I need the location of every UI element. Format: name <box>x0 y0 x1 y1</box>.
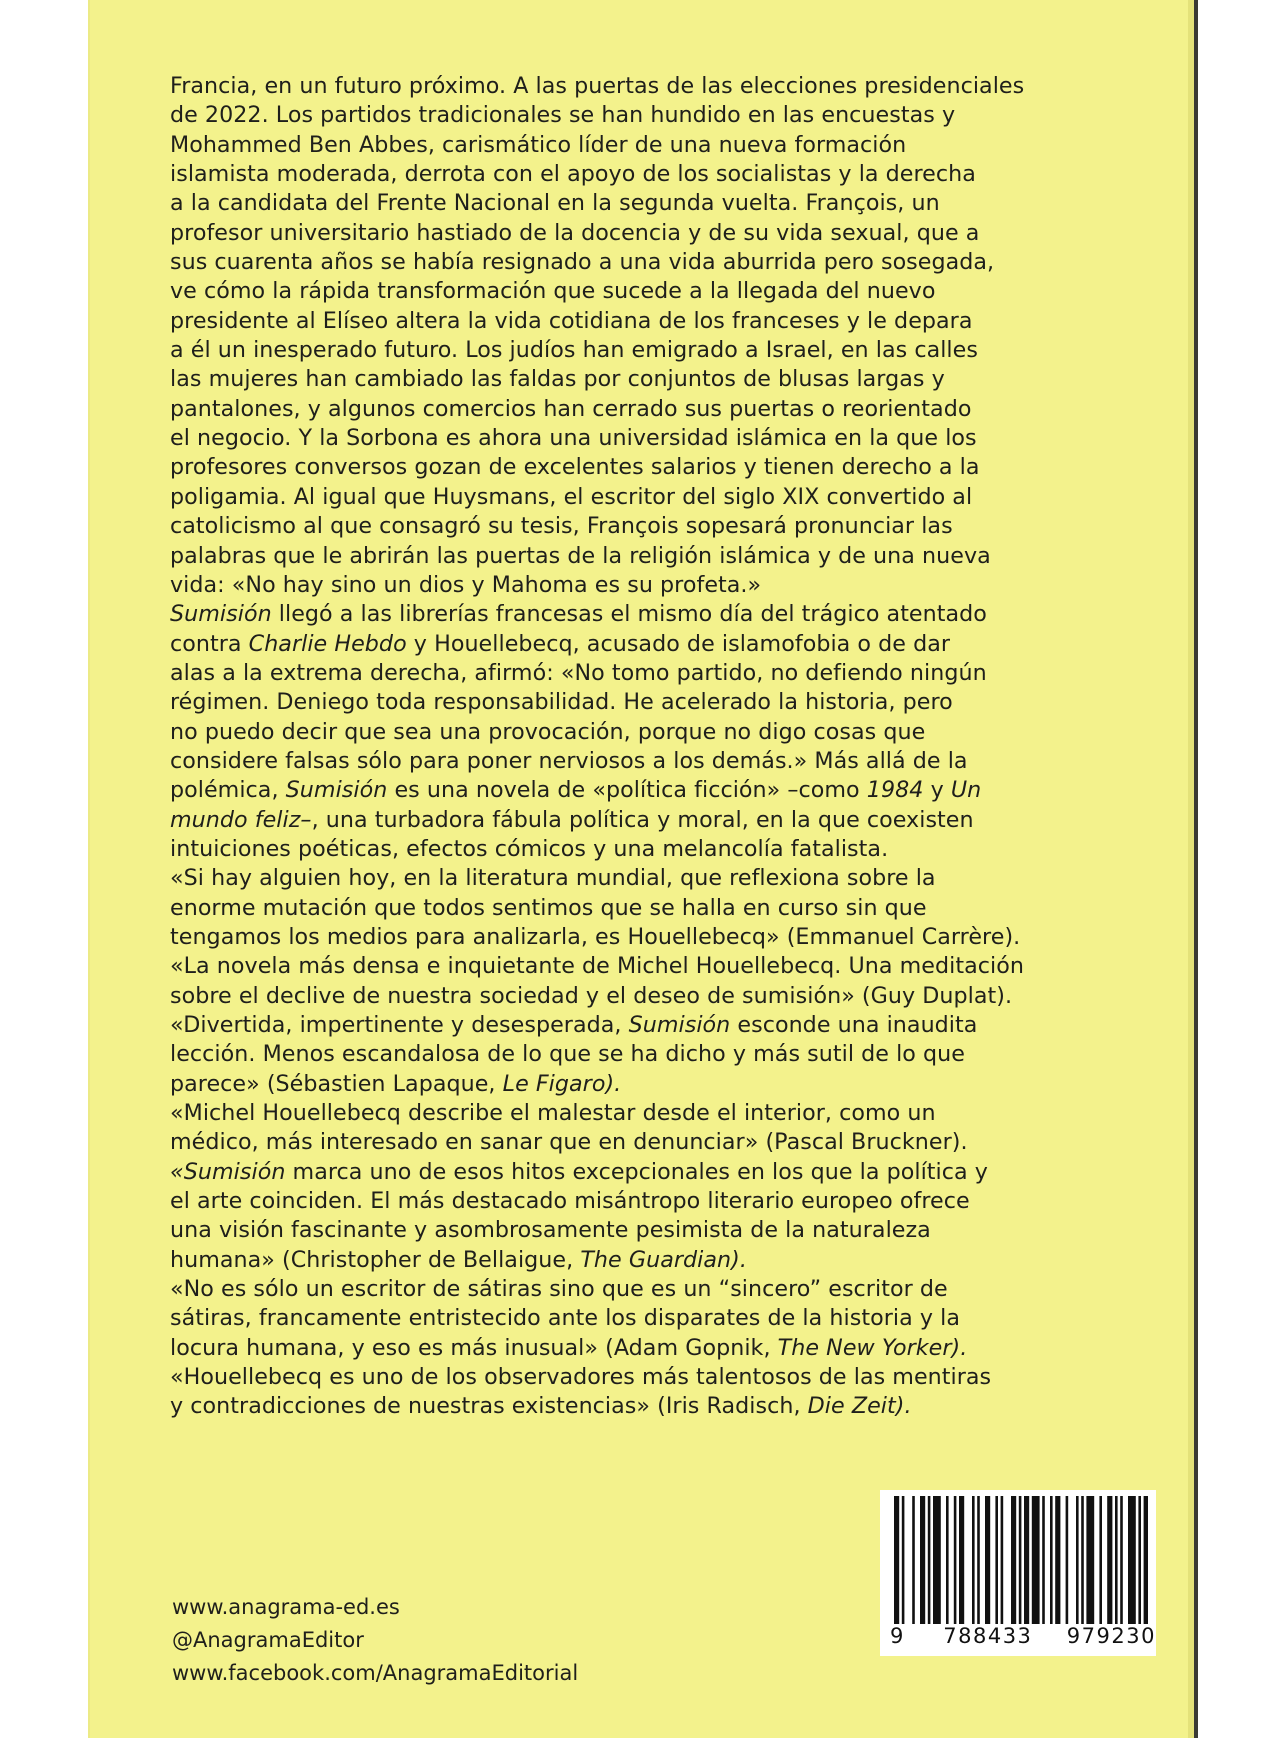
barcode-bar <box>1086 1496 1094 1624</box>
blurb-line <box>170 277 1100 306</box>
blurb-text: vida: «No hay sino un dios y Mahoma es su profeta.» <box>170 571 762 598</box>
blurb-text: pantalones, y algunos comercios han cerrado sus puertas o reorientado <box>170 395 972 422</box>
blurb-line <box>170 1304 1100 1333</box>
blurb-text: y Houellebecq, acusado de islamofobia o de dar <box>406 630 951 657</box>
blurb-line <box>170 1158 1100 1187</box>
barcode-bar <box>1128 1496 1136 1624</box>
blurb-text: enorme mutación que todos sentimos que se halla en curso sin que <box>170 894 927 921</box>
barcode-bar <box>928 1496 931 1624</box>
barcode-bar <box>1144 1496 1148 1624</box>
barcode-bar <box>1120 1496 1123 1624</box>
barcode-bar <box>1011 1496 1016 1624</box>
barcode-bar <box>902 1496 905 1624</box>
blurb-line <box>170 835 1100 864</box>
blurb-text: parece» (Sébastien Lapaque, <box>170 1070 503 1097</box>
blurb-line <box>170 982 1100 1011</box>
blurb-text: «La novela más densa e inquietante de Michel Houellebecq. Una meditación <box>170 953 1024 980</box>
blurb-line <box>170 864 1100 893</box>
blurb-text: presidente al Elíseo altera la vida cotidiana de los franceses y le depara <box>170 307 973 334</box>
blurb-text: el arte coinciden. El más destacado misántropo literario europeo ofrece <box>170 1188 970 1215</box>
blurb-line <box>170 219 1100 248</box>
blurb-line <box>170 248 1100 277</box>
blurb-line <box>170 1128 1100 1157</box>
italic-title: Un <box>950 777 982 804</box>
blurb-line <box>170 72 1100 101</box>
italic-title: Sumisión <box>170 601 272 628</box>
barcode-bar <box>1107 1496 1112 1624</box>
blurb-text: no puedo decir que sea una provocación, porque no digo cosas que <box>170 718 926 745</box>
italic-title: Sumisión <box>628 1012 731 1038</box>
isbn-right-group: 979230 <box>1066 1624 1156 1648</box>
isbn-first-digit: 9 <box>890 1624 905 1648</box>
blurb-line <box>170 483 1100 512</box>
blurb-text: intuiciones poéticas, efectos cómicos y una melancolía fatalista. <box>170 835 889 862</box>
barcode-bar <box>1042 1496 1045 1624</box>
back-cover-blurb <box>170 72 1100 1422</box>
barcode-bar <box>1032 1496 1040 1624</box>
barcode-bar <box>1115 1496 1118 1624</box>
blurb-line <box>170 1275 1100 1304</box>
blurb-text: y <box>923 777 951 804</box>
italic-title: mundo feliz– <box>170 806 312 833</box>
blurb-line <box>170 747 1100 776</box>
barcode-bar <box>933 1496 941 1624</box>
italic-title: Die Zeit). <box>807 1393 912 1420</box>
blurb-line <box>170 101 1100 130</box>
blurb-text: sátiras, francamente entristecido ante los disparates de la historia y la <box>170 1305 960 1332</box>
blurb-line <box>170 1040 1100 1069</box>
twitter-handle[interactable]: @AnagramaEditor <box>172 1628 364 1652</box>
blurb-line <box>170 189 1100 218</box>
blurb-text: «No es sólo un escritor de sátiras sino que es un “sincero” escritor de <box>170 1276 948 1303</box>
blurb-line <box>170 1216 1100 1245</box>
barcode-bar <box>894 1496 899 1624</box>
italic-title: The Guardian). <box>580 1246 747 1273</box>
blurb-text: «Si hay alguien hoy, en la literatura mundial, que reflexiona sobre la <box>170 865 936 892</box>
blurb-text: Francia, en un futuro próximo. A las puertas de las elecciones presidenciales <box>170 73 1025 99</box>
blurb-text: polémica, <box>170 777 286 804</box>
blurb-text: médico, más interesado en sanar que en denunciar» (Pascal Bruckner). <box>170 1129 968 1156</box>
blurb-line <box>170 512 1100 541</box>
blurb-text: ve cómo la rápida transformación que sucede a la llegada del nuevo <box>170 278 936 305</box>
barcode-bars <box>888 1496 1148 1624</box>
barcode-bar <box>985 1496 990 1624</box>
blurb-text: «Divertida, impertinente y desesperada, <box>170 1012 629 1038</box>
blurb-line <box>170 307 1100 336</box>
blurb-line <box>170 1363 1100 1392</box>
blurb-line <box>170 1392 1100 1421</box>
italic-title: 1984 <box>866 777 924 804</box>
barcode-bar <box>1055 1496 1060 1624</box>
blurb-text: locura humana, y eso es más inusual» (Adam Gopnik, <box>170 1334 778 1361</box>
blurb-line <box>170 923 1100 952</box>
blurb-text: las mujeres han cambiado las faldas por conjuntos de blusas largas y <box>170 366 945 393</box>
blurb-text: , una turbadora fábula política y moral, en la que coexisten <box>311 806 974 833</box>
blurb-text: alas a la extrema derecha, afirmó: «No tomo partido, no defiendo ningún <box>170 659 987 686</box>
blurb-line <box>170 571 1100 600</box>
barcode-bar <box>954 1496 957 1624</box>
blurb-line <box>170 1011 1100 1040</box>
italic-title: Charlie Hebdo <box>248 630 407 657</box>
blurb-line <box>170 1334 1100 1363</box>
blurb-text: y contradicciones de nuestras existencias» (Iris Radisch, <box>170 1393 808 1420</box>
blurb-text: es una novela de «política ficción» –como <box>387 777 867 804</box>
barcode-bar <box>1076 1496 1079 1624</box>
barcode-bar <box>1099 1496 1102 1624</box>
blurb-text: islamista moderada, derrota con el apoyo de los socialistas y la derecha <box>170 161 976 188</box>
italic-title: The New Yorker). <box>777 1334 968 1361</box>
website-link[interactable]: www.anagrama-ed.es <box>172 1595 400 1619</box>
blurb-line <box>170 542 1100 571</box>
barcode-bar <box>995 1496 998 1624</box>
blurb-line <box>170 718 1100 747</box>
barcode-bar <box>972 1496 975 1624</box>
blurb-line <box>170 1070 1100 1099</box>
blurb-text: una visión fascinante y asombrosamente pesimista de la naturaleza <box>170 1217 931 1244</box>
blurb-line <box>170 131 1100 160</box>
blurb-text: profesores conversos gozan de excelentes salarios y tienen derecho a la <box>170 454 980 481</box>
blurb-line <box>170 894 1100 923</box>
blurb-text: régimen. Deniego toda responsabilidad. He acelerado la historia, pero <box>170 689 953 716</box>
publisher-links <box>172 1591 578 1690</box>
barcode-bar <box>1066 1496 1069 1624</box>
blurb-text: «Houellebecq es uno de los observadores más talentosos de las mentiras <box>170 1364 992 1391</box>
barcode-bar <box>977 1496 980 1624</box>
blurb-line <box>170 952 1100 981</box>
blurb-text: contra <box>170 630 249 657</box>
blurb-text: marca uno de esos hitos excepcionales en los que la política y <box>285 1158 988 1185</box>
barcode-bar <box>912 1496 915 1624</box>
barcode-bar <box>1081 1496 1084 1624</box>
blurb-text: «Michel Houellebecq describe el malestar desde el interior, como un <box>170 1100 936 1127</box>
blurb-text: lección. Menos escandalosa de lo que se ha dicho y más sutil de lo que <box>170 1041 965 1068</box>
blurb-text: el negocio. Y la Sorbona es ahora una universidad islámica en la que los <box>170 425 977 452</box>
blurb-line <box>170 365 1100 394</box>
barcode-bar <box>946 1496 949 1624</box>
isbn-left-group: 788433 <box>943 1624 1033 1648</box>
blurb-line <box>170 160 1100 189</box>
blurb-line <box>170 336 1100 365</box>
blurb-text: a la candidata del Frente Nacional en la segunda vuelta. François, un <box>170 190 940 217</box>
blurb-line <box>170 453 1100 482</box>
blurb-text: profesor universitario hastiado de la docencia y de su vida sexual, que a <box>170 219 980 246</box>
isbn-barcode <box>880 1490 1156 1656</box>
facebook-link[interactable]: www.facebook.com/AnagramaEditorial <box>172 1661 579 1685</box>
blurb-text: esconde una inaudita <box>730 1012 978 1038</box>
blurb-text: catolicismo al que consagró su tesis, François sopesará pronunciar las <box>170 513 953 540</box>
blurb-line <box>170 395 1100 424</box>
cover-edge <box>1194 0 1198 1738</box>
blurb-text: Mohammed Ben Abbes, carismático líder de una nueva formación <box>170 131 907 158</box>
blurb-text: sobre el declive de nuestra sociedad y el deseo de sumisión» (Guy Duplat). <box>170 982 1013 1009</box>
blurb-line <box>170 1187 1100 1216</box>
blurb-line <box>170 630 1100 659</box>
italic-title: «Sumisión <box>170 1158 286 1185</box>
isbn-number <box>890 1624 1156 1648</box>
barcode-bar <box>1050 1496 1053 1624</box>
blurb-line <box>170 659 1100 688</box>
blurb-text: poligamia. Al igual que Huysmans, el escritor del siglo XIX convertido al <box>170 483 973 510</box>
barcode-bar <box>920 1496 925 1624</box>
barcode-bar <box>959 1496 964 1624</box>
blurb-line <box>170 1246 1100 1275</box>
blurb-line <box>170 688 1100 717</box>
blurb-line <box>170 424 1100 453</box>
blurb-text: sus cuarenta años se había resignado a una vida aburrida pero sosegada, <box>170 249 995 276</box>
blurb-text: a él un inesperado futuro. Los judíos han emigrado a Israel, en las calles <box>170 337 978 364</box>
barcode-bar <box>1024 1496 1029 1624</box>
barcode-bar <box>1138 1496 1141 1624</box>
blurb-text: palabras que le abrirán las puertas de la religión islámica y de una nueva <box>170 542 991 569</box>
italic-title: Sumisión <box>285 777 388 804</box>
italic-title: Le Figaro). <box>502 1070 622 1097</box>
barcode-bar <box>1001 1496 1004 1624</box>
blurb-line <box>170 600 1100 629</box>
blurb-text: tengamos los medios para analizarla, es Houellebecq» (Emmanuel Carrère). <box>170 923 1021 950</box>
blurb-text: humana» (Christopher de Bellaigue, <box>170 1246 581 1273</box>
blurb-line <box>170 806 1100 835</box>
blurb-text: de 2022. Los partidos tradicionales se han hundido en las encuestas y <box>170 102 956 129</box>
blurb-line <box>170 1099 1100 1128</box>
blurb-text: considere falsas sólo para poner nerviosos a los demás.» Más allá de la <box>170 747 968 774</box>
blurb-line <box>170 776 1100 805</box>
barcode-bar <box>1019 1496 1022 1624</box>
blurb-text: llegó a las librerías francesas el mismo día del trágico atentado <box>271 601 987 628</box>
